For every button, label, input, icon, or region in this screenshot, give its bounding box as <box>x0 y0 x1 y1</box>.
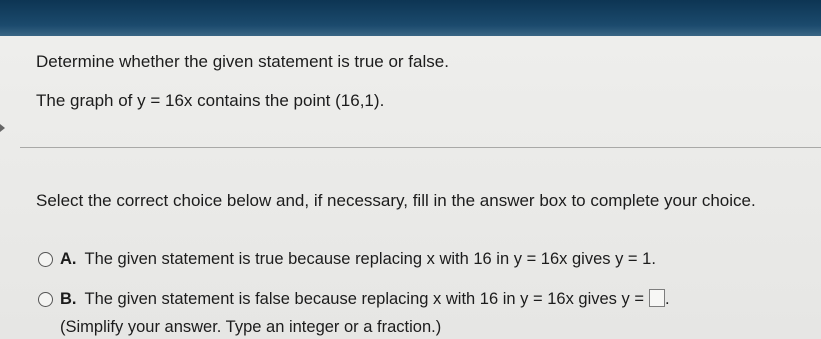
choice-b-radio[interactable] <box>38 292 53 307</box>
statement-end: . <box>379 91 385 110</box>
header-bar <box>0 0 821 36</box>
answer-hint: (Simplify your answer. Type an integer or a fraction.) <box>60 318 442 336</box>
choice-b-label <box>85 289 670 309</box>
choice-b-letter: B. <box>60 289 77 308</box>
answer-input-box[interactable] <box>649 289 665 307</box>
choice-b-text-middle: gives <box>573 290 622 308</box>
statement-prefix: The graph of <box>36 91 138 110</box>
choice-b[interactable] <box>38 289 670 309</box>
statement-equation: y = 16x <box>137 91 193 110</box>
choice-a-radio[interactable] <box>38 252 53 267</box>
choice-a[interactable] <box>38 250 656 269</box>
choice-b-text-before: The given statement is false because replacing x with 16 in <box>84 290 521 308</box>
choice-a-result: y = 1 <box>615 250 652 268</box>
choice-a-letter: A. <box>60 250 77 268</box>
choice-a-text-end: . <box>651 250 656 268</box>
question-statement <box>36 91 384 111</box>
section-divider <box>20 147 821 148</box>
statement-middle: contains the point <box>192 91 336 110</box>
choice-b-text-end: . <box>665 290 670 308</box>
choice-a-text-before: The given statement is true because replacing x with 16 in <box>84 250 514 268</box>
choice-a-text-middle: gives <box>567 250 616 268</box>
choice-a-equation: y = 16x <box>513 250 568 268</box>
choice-a-label <box>85 250 656 269</box>
choice-b-result-prefix: y = <box>621 290 644 308</box>
statement-point: (16,1) <box>335 91 380 110</box>
instruction-text: Select the correct choice below and, if necessary, fill in the answer box to complete your choice. <box>36 191 756 210</box>
question-prompt: Determine whether the given statement is true or false. <box>36 52 449 71</box>
choice-b-equation: y = 16x <box>520 290 574 308</box>
collapse-marker-icon[interactable] <box>0 124 5 132</box>
